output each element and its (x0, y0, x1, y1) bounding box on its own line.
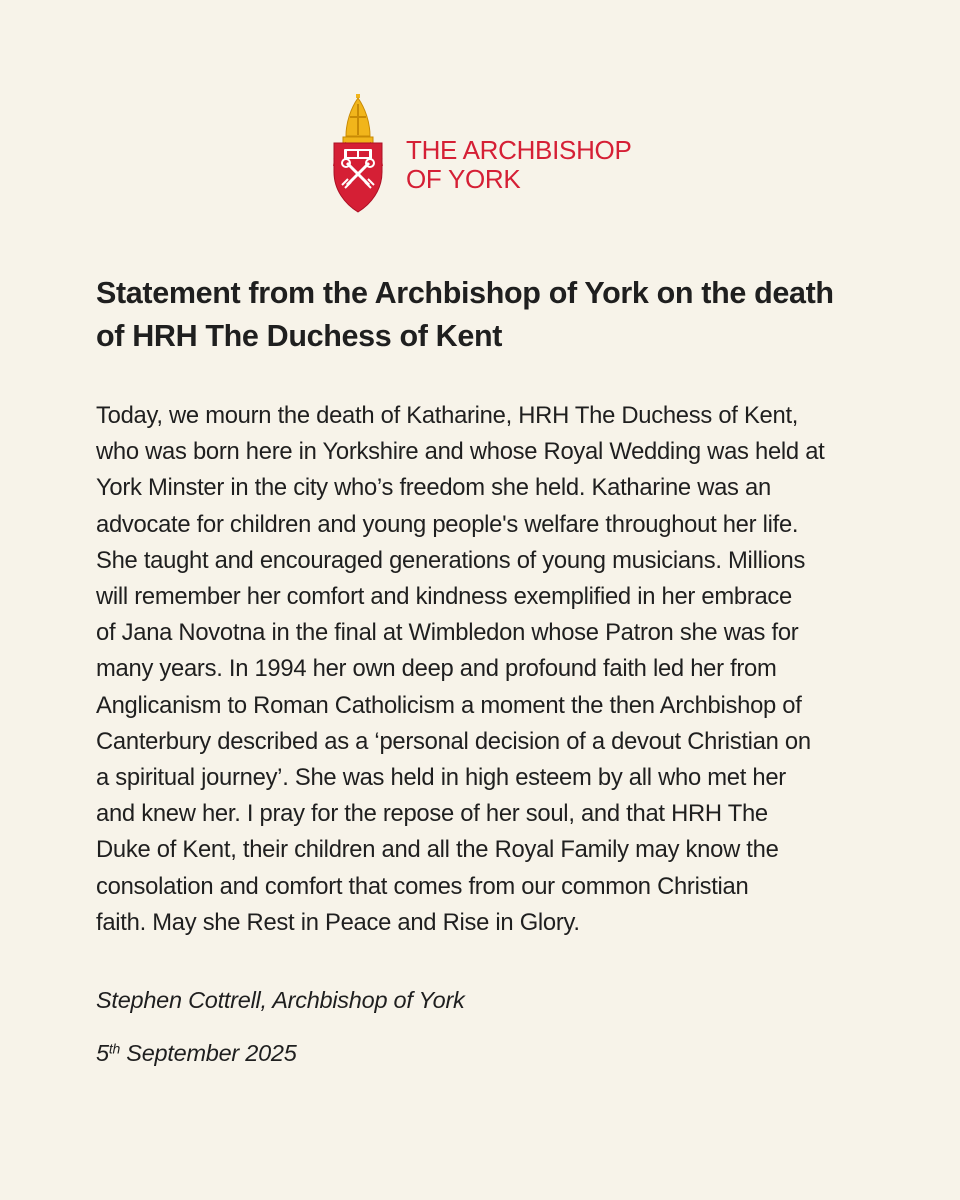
statement-title-line-2: of HRH The Duchess of Kent (96, 319, 503, 353)
date-rest: September 2025 (120, 1040, 297, 1066)
statement-line: of Jana Novotna in the final at Wimbledon whose Patron she was for (96, 619, 799, 647)
crest-icon (326, 94, 392, 214)
statement-date (96, 1036, 297, 1070)
statement-line: who was born here in Yorkshire and whose Royal Wedding was held at (96, 438, 825, 466)
statement-line: and knew her. I pray for the repose of her soul, and that HRH The (96, 800, 768, 828)
statement-body (96, 398, 876, 941)
date-ordinal: th (108, 1040, 121, 1057)
statement-line: Duke of Kent, their children and all the Royal Family may know the (96, 836, 779, 864)
statement-line: She taught and encouraged generations of young musicians. Millions (96, 546, 806, 574)
statement-title-line-1: Statement from the Archbishop of York on the death (96, 276, 834, 310)
statement-line: many years. In 1994 her own deep and profound faith led her from (96, 655, 777, 683)
statement-line: Anglicanism to Roman Catholicism a moment the then Archbishop of (96, 691, 802, 719)
statement-line: advocate for children and young people's welfare throughout her life. (96, 510, 799, 538)
statement-line: consolation and comfort that comes from our common Christian (96, 872, 749, 900)
statement-line: Today, we mourn the death of Katharine, HRH The Duchess of Kent, (96, 402, 799, 429)
logo-line-2: OF YORK (406, 164, 521, 194)
logo-line-1: THE ARCHBISHOP (406, 135, 632, 165)
logo-text (406, 136, 632, 194)
statement-line: a spiritual journey’. She was held in high esteem by all who met her (96, 764, 786, 792)
signature: Stephen Cottrell, Archbishop of York (96, 987, 465, 1013)
statement-title (96, 272, 876, 358)
date-day: 5 (96, 1040, 109, 1066)
statement-line: will remember her comfort and kindness exemplified in her embrace (96, 583, 793, 611)
statement-line: York Minster in the city who’s freedom she held. Katharine was an (96, 474, 771, 502)
statement-line: faith. May she Rest in Peace and Rise in Glory. (96, 908, 580, 936)
archbishop-logo (326, 94, 646, 218)
statement-line: Canterbury described as a ‘personal decision of a devout Christian on (96, 727, 811, 755)
